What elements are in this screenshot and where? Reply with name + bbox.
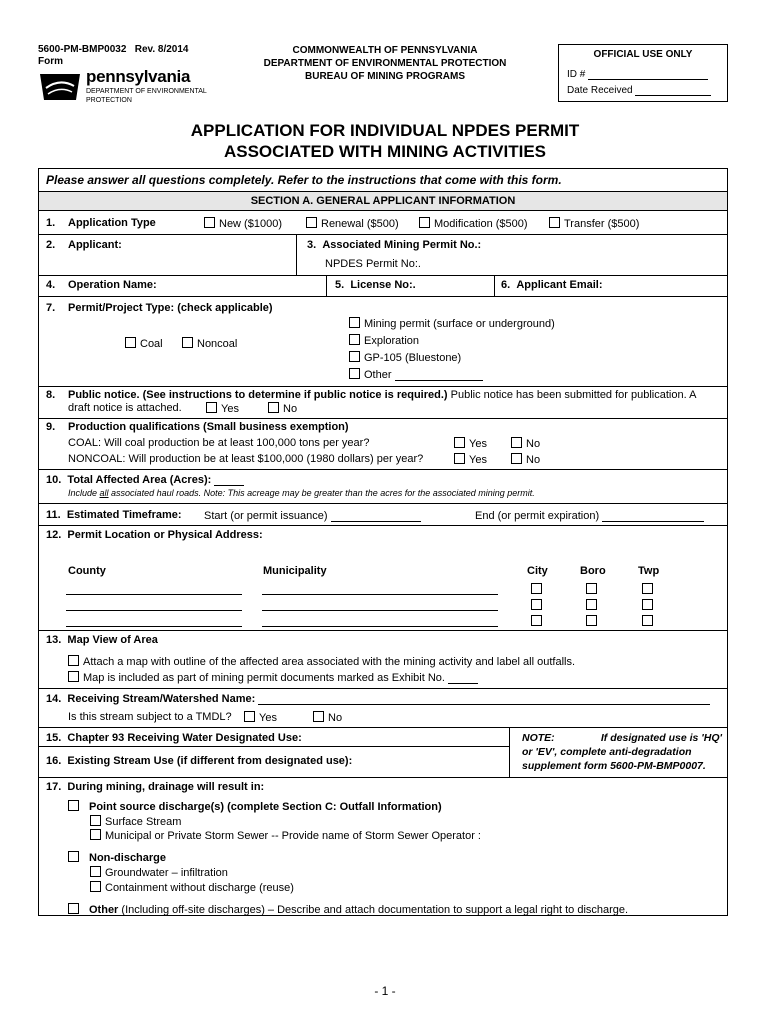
logo-sub1: DEPARTMENT OF ENVIRONMENTAL — [86, 88, 207, 95]
q1-num: 1. — [46, 217, 56, 229]
q4-num: 4. — [46, 279, 56, 291]
q13-attach-map[interactable]: Attach a map with outline of the affected area associated with the mining activity and label all outfalls. — [68, 655, 575, 668]
q3-label: 3. Associated Mining Permit No.: — [307, 239, 482, 251]
q11-end[interactable]: End (or permit expiration) — [475, 510, 704, 522]
q1-modification[interactable]: Modification ($500) — [419, 217, 528, 230]
q1-label: Application Type — [68, 217, 156, 229]
twp-checkbox-2[interactable] — [642, 599, 653, 610]
county-line-2[interactable] — [66, 610, 242, 611]
q13-map-included[interactable]: Map is included as part of mining permit documents marked as Exhibit No. — [68, 671, 478, 684]
q17-other[interactable]: Other (Including off-site discharges) – Describe and attach documentation to support a legal right to discharge. — [68, 903, 628, 916]
q14-yes[interactable]: Yes — [244, 711, 277, 724]
q17-groundwater[interactable]: Groundwater – infiltration — [90, 866, 228, 879]
twp-checkbox-1[interactable] — [642, 583, 653, 594]
q9-noncoal: NONCOAL: Will production be at least $100,000 (1980 dollars) per year? — [68, 453, 424, 465]
city-checkbox-1[interactable] — [531, 583, 542, 594]
anti-degradation-note: NOTE: If designated use is 'HQ' or 'EV', complete anti-degradation supplement form 5600-PM-BMP0007. — [522, 732, 722, 772]
boro-checkbox-3[interactable] — [586, 615, 597, 626]
muni-line-1[interactable] — [262, 594, 498, 595]
q9-coal-no[interactable]: No — [511, 437, 540, 450]
q6-label: 6. Applicant Email: — [501, 279, 603, 291]
instructions: Please answer all questions completely. Refer to the instructions that come with this form. — [46, 173, 562, 187]
npdes-permit-label: NPDES Permit No:. — [325, 258, 421, 270]
q10-note: Include all associated haul roads. Note: This acreage may be greater than the acres for the associated mining permit. — [68, 488, 535, 498]
q13-label: 13. Map View of Area — [46, 634, 158, 646]
q8-no[interactable]: No — [268, 402, 297, 415]
county-line-1[interactable] — [66, 594, 242, 595]
logo-sub2: PROTECTION — [86, 97, 132, 104]
col-twp: Twp — [638, 565, 660, 577]
logo-text: pennsylvania — [86, 67, 191, 86]
muni-line-2[interactable] — [262, 610, 498, 611]
agency-block: COMMONWEALTH OF PENNSYLVANIA DEPARTMENT OF ENVIRONMENTAL PROTECTION BUREAU OF MINING PROGRAMS — [263, 45, 507, 82]
form-code: 5600-PM-BMP0032 Rev. 8/2014 — [38, 44, 189, 55]
q15-label: 15. Chapter 93 Receiving Water Designated Use: — [46, 732, 302, 744]
col-city: City — [527, 565, 548, 577]
q12-label: 12. Permit Location or Physical Address: — [46, 529, 263, 541]
q9-num: 9. — [46, 421, 56, 433]
section-a-header: SECTION A. GENERAL APPLICANT INFORMATION — [39, 192, 727, 210]
q7-noncoal[interactable]: Noncoal — [182, 337, 237, 350]
q14-no[interactable]: No — [313, 711, 342, 724]
col-county: County — [68, 565, 106, 577]
q2-num: 2. — [46, 239, 56, 251]
q10-label: 10. Total Affected Area (Acres): — [46, 474, 244, 486]
city-checkbox-3[interactable] — [531, 615, 542, 626]
q7-other[interactable]: Other — [349, 368, 483, 381]
q8-line2: draft notice is attached. — [68, 402, 182, 414]
q9-coal: COAL: Will coal production be at least 100,000 tons per year? — [68, 437, 370, 449]
q9-noncoal-yes[interactable]: Yes — [454, 453, 487, 466]
q7-mining[interactable]: Mining permit (surface or underground) — [349, 317, 555, 330]
q1-transfer[interactable]: Transfer ($500) — [549, 217, 639, 230]
q1-renewal[interactable]: Renewal ($500) — [306, 217, 399, 230]
q8-text: Public notice. (See instructions to determine if public notice is required.) Public notice has been submitted for publication. A — [68, 389, 697, 401]
col-boro: Boro — [580, 565, 606, 577]
q9-coal-yes[interactable]: Yes — [454, 437, 487, 450]
q17-label: 17. During mining, drainage will result in: — [46, 781, 265, 793]
q11-start[interactable]: Start (or permit issuance) — [204, 510, 421, 522]
q7-coal[interactable]: Coal — [125, 337, 163, 350]
q14-label: 14. Receiving Stream/Watershed Name: — [46, 693, 710, 705]
muni-line-3[interactable] — [262, 626, 498, 627]
q14-tmdl: Is this stream subject to a TMDL? — [68, 711, 232, 723]
q8-yes[interactable]: Yes — [206, 402, 239, 415]
q9-label: Production qualifications (Small business exemption) — [68, 421, 349, 433]
q17-municipal-sewer[interactable]: Municipal or Private Storm Sewer -- Provide name of Storm Sewer Operator : — [90, 829, 481, 842]
q2-label: Applicant: — [68, 239, 122, 251]
q7-num: 7. — [46, 302, 56, 314]
q17-point-source[interactable]: Point source discharge(s) (complete Section C: Outfall Information) — [68, 800, 442, 813]
city-checkbox-2[interactable] — [531, 599, 542, 610]
q5-label: 5. License No:. — [335, 279, 416, 291]
col-municipality: Municipality — [263, 565, 327, 577]
q9-noncoal-no[interactable]: No — [511, 453, 540, 466]
q7-label: Permit/Project Type: (check applicable) — [68, 302, 273, 314]
form-label: Form — [38, 56, 63, 67]
q7-exploration[interactable]: Exploration — [349, 334, 419, 347]
q7-gp105[interactable]: GP-105 (Bluestone) — [349, 351, 461, 364]
q17-containment[interactable]: Containment without discharge (reuse) — [90, 881, 294, 894]
keystone-icon — [36, 70, 84, 104]
q1-new[interactable]: New ($1000) — [204, 217, 282, 230]
boro-checkbox-1[interactable] — [586, 583, 597, 594]
county-line-3[interactable] — [66, 626, 242, 627]
boro-checkbox-2[interactable] — [586, 599, 597, 610]
page-title: APPLICATION FOR INDIVIDUAL NPDES PERMIT ASSOCIATED WITH MINING ACTIVITIES — [190, 121, 580, 161]
official-use-box: OFFICIAL USE ONLY ID # Date Received — [558, 44, 728, 102]
page-number: - 1 - — [374, 984, 396, 998]
pa-logo — [36, 70, 84, 107]
q17-surface-stream[interactable]: Surface Stream — [90, 815, 181, 828]
q4-label: Operation Name: — [68, 279, 157, 291]
q17-non-discharge[interactable]: Non-discharge — [68, 851, 166, 864]
q11-label: 11. Estimated Timeframe: — [46, 509, 182, 521]
twp-checkbox-3[interactable] — [642, 615, 653, 626]
q16-label: 16. Existing Stream Use (if different from designated use): — [46, 755, 353, 767]
q8-num: 8. — [46, 389, 56, 401]
